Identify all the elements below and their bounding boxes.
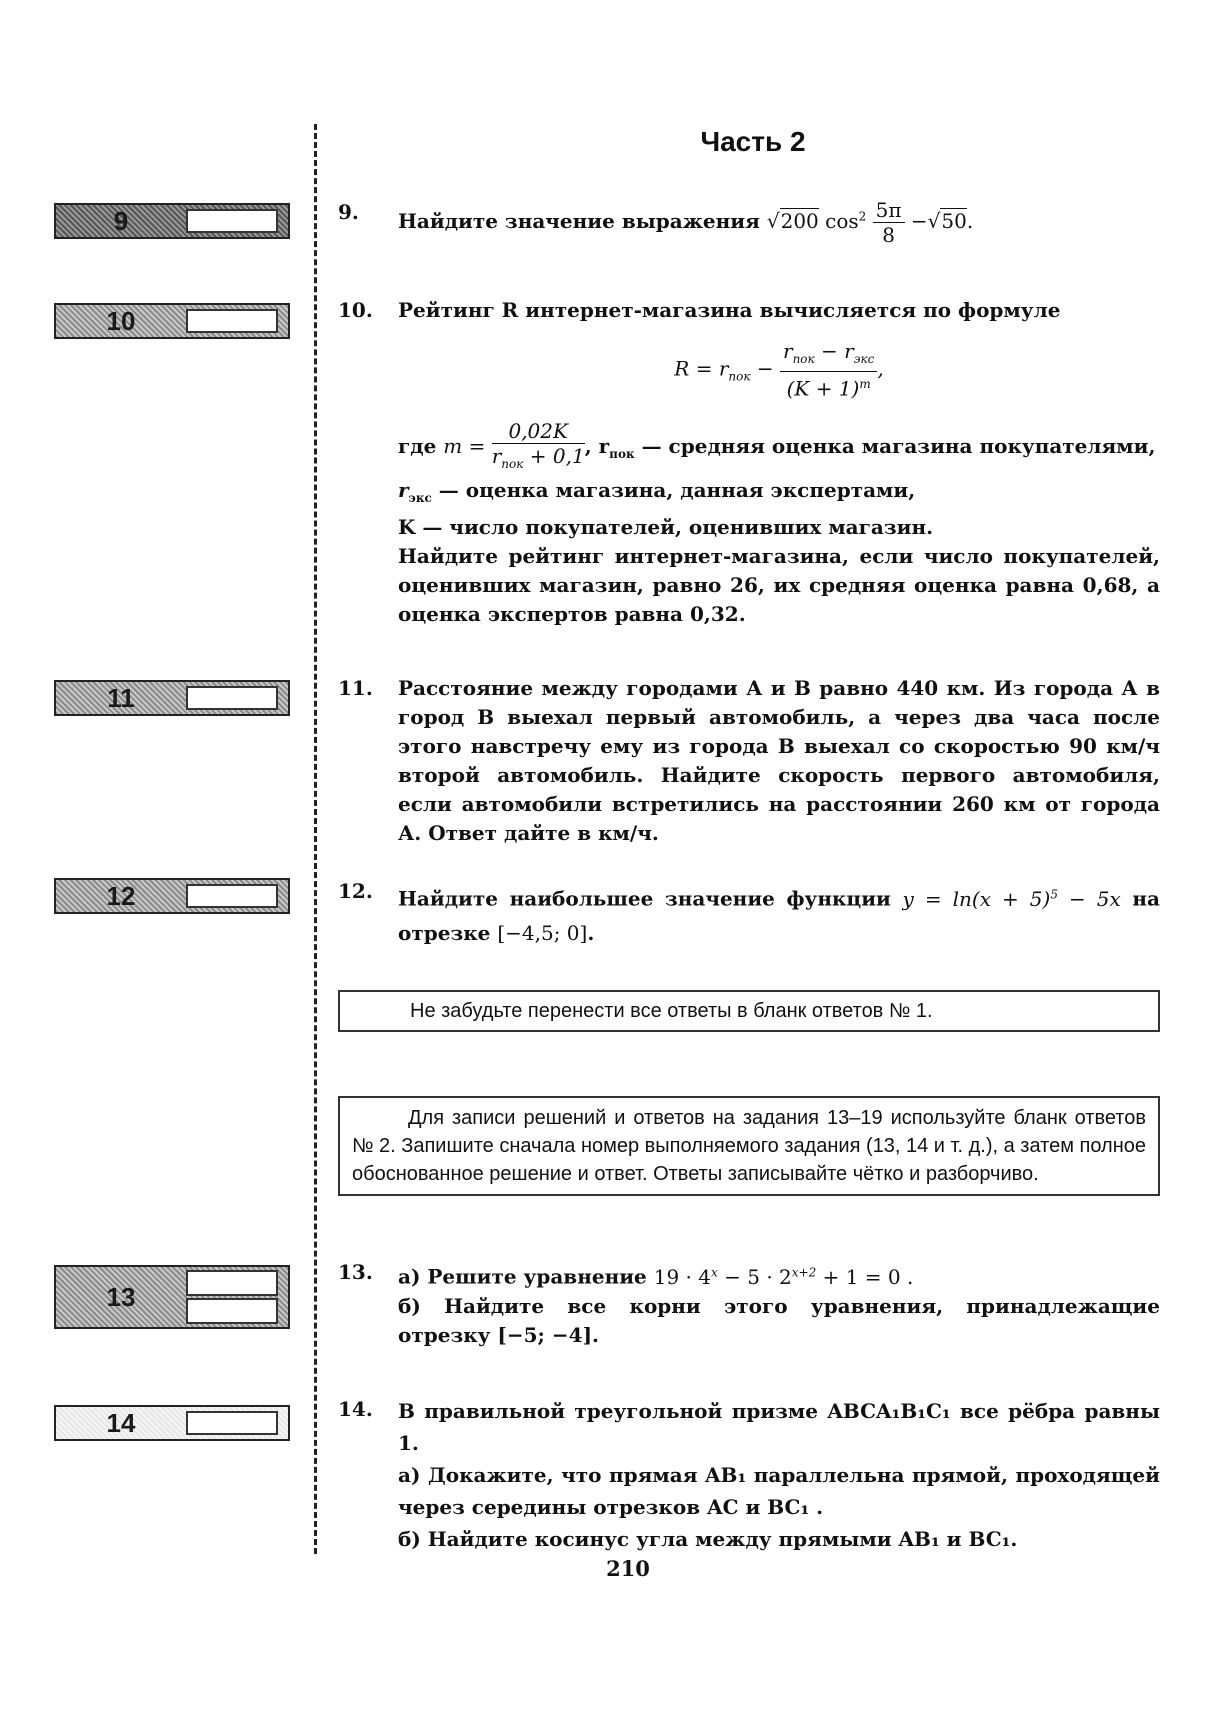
transfer-notice: Не забудьте перенести все ответы в бланк ответов № 1. [338,990,1160,1032]
task-9 [338,198,1160,247]
answer-box-12 [54,878,290,914]
task-question: Найдите рейтинг интернет-магазина, если число покупателей, оценивших магазин, равно 26, их средняя оценка равна 0,68, а оценка экспертов равна 0,32. [398,543,1160,626]
task-number: 9. [338,200,359,224]
answer-field-a[interactable] [186,1270,278,1296]
task-part-b: б) Найдите все корни этого уравнения, принадлежащие отрезку [−5; −4]. [398,1293,1160,1347]
task-number: 12. [338,879,373,903]
definition-r-eks: $r_{экс}$ — оценка магазина, данная экспертами, [398,477,916,505]
answer-box-11 [54,680,290,716]
answer-field-b[interactable] [186,1298,278,1324]
task-11 [338,674,1160,848]
task-intro: В правильной треугольной призме ABCA₁B₁C₁ все рёбра равны 1. [398,1399,1160,1455]
answer-box-9 [54,203,290,239]
fraction: $\frac{0,02K}{r_{пок} + 0,1}$ [491,418,585,471]
function-expression: $y = \ln(x + 5)^5 - 5x$ [902,886,1121,911]
cut-line [314,124,317,1554]
answer-box-number: 10 [106,305,136,336]
answer-field[interactable] [186,884,278,908]
task-number: 11. [338,676,373,700]
task-number: 13. [338,1260,373,1284]
answer-box-number: 12 [106,880,136,911]
interval: [−4,5; 0] [497,920,588,945]
answer-box-number: 13 [106,1281,136,1312]
task-text: Найдите значение выражения [398,209,760,233]
definition-m: где m = $\frac{0,02K}{r_{пок} + 0,1}$ , $r_{пок}$ — средняя оценка магазина покупателями, [398,419,1160,476]
fraction: $\frac{5\pi}{8}$ [873,198,905,247]
answer-box-number: 11 [107,682,135,713]
answer-field[interactable] [186,686,278,710]
task-part-b: б) Найдите косинус угла между прямыми AB₁ и BC₁. [398,1527,1018,1551]
answer-field[interactable] [186,309,278,333]
equation: $19 \cdot 4^x - 5 \cdot 2^{x+2} + 1 = 0$ . [653,1264,914,1289]
answer-box-13 [54,1265,290,1329]
task-intro: Рейтинг R интернет-магазина вычисляется по формуле [398,298,1061,322]
answer-box-number: 14 [106,1407,136,1438]
task-number: 10. [338,298,373,322]
page-number: 210 [606,1556,650,1581]
fraction: $\frac{r_{пок} - r_{экс}}{(K + 1)^m}$ [780,339,877,401]
page-title: Часть 2 [700,126,806,157]
answer-box-10 [54,303,290,339]
definition-k: K — число покупателей, оценивших магазин. [398,514,934,539]
task-14 [338,1395,1160,1555]
rating-formula: $R = r_{пок}$ − $\frac{r_{пок} - r_{экс}}{(K + 1)^m}$ , [674,339,884,401]
instructions-notice: Для записи решений и ответов на задания 13–19 используйте бланк ответов № 2. Запишите сначала номер выполняемого задания (13, 14 и т. д.), а затем полное обоснованное решение и ответ. Ответы записывайте чётко и разборчиво. [338,1096,1160,1196]
answer-box-number: 9 [113,205,129,236]
task-10 [338,296,1160,629]
task-12: 12. Найдите наибольшее значение функции $y = \ln(x + 5)^5 - 5x$ на отрезке [−4,5; 0]. [338,879,1160,945]
task-part-a: а) Решите уравнение $19 \cdot 4^x - 5 \cdot 2^{x+2} + 1 = 0$ . [398,1264,914,1289]
task-text: Расстояние между городами А и В равно 440 км. Из города А в город В выехал первый автомобиль, а через два часа после этого навстречу ему из города В выехал со скоростью 90 км/ч второй автомобиль. Найдите скорость первого автомобиля, если автомобили встретились на расстоянии 260 км от города А. Ответ дайте в км/ч. [398,676,1160,845]
answer-box-14 [54,1405,290,1441]
answer-field[interactable] [186,209,278,233]
expression: √200 $\cos^2$ $\frac{5\pi}{8}$ −√50. [766,198,974,247]
task-part-a: а) Докажите, что прямая AB₁ параллельна прямой, проходящей через середины отрезков AC и BC₁ . [398,1463,1160,1519]
answer-field[interactable] [186,1411,278,1435]
task-number: 14. [338,1397,373,1421]
task-13 [338,1258,1160,1350]
